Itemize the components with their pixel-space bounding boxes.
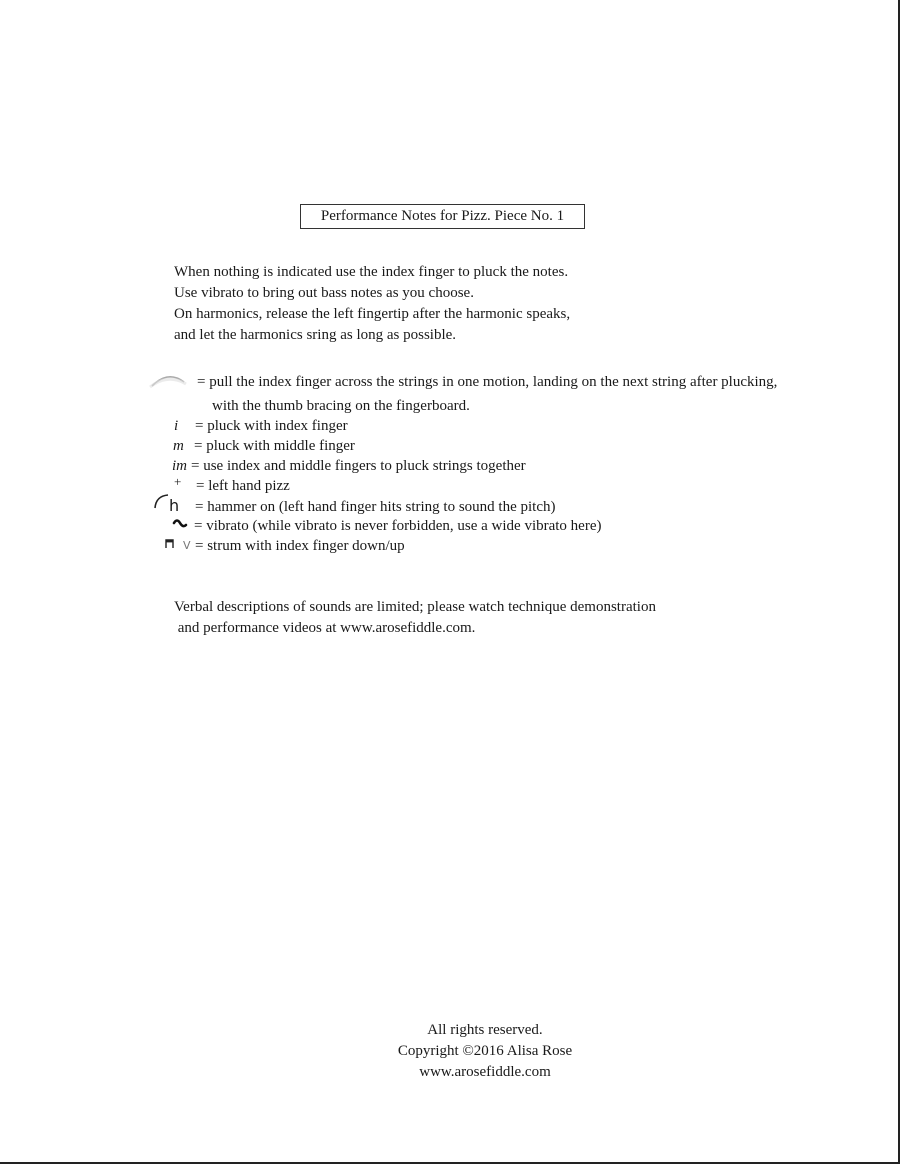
intro-line: On harmonics, release the left fingertip after the harmonic speaks,	[174, 306, 571, 322]
rights-line: All rights reserved.	[427, 1022, 543, 1038]
plus-symbol: +	[174, 474, 182, 489]
copyright-line: Copyright ©2016 Alisa Rose	[397, 1043, 573, 1059]
verbal-line: Verbal descriptions of sounds are limited; please watch technique demonstration	[174, 599, 656, 615]
legend-middle	[173, 436, 355, 456]
legend-middle-text: = pluck with middle finger	[194, 438, 355, 454]
down-bow-icon	[165, 539, 175, 549]
legend-index-middle	[172, 456, 526, 476]
legend-hammer	[169, 496, 555, 517]
pull-arc-icon	[146, 368, 190, 390]
legend-pull-text: = pull the index finger across the strings in one motion, landing on the next string after plucking,	[197, 374, 778, 390]
legend-left-hand-text: = left hand pizz	[196, 478, 290, 494]
up-bow-symbol: V	[183, 539, 191, 552]
legend-vibrato	[194, 516, 602, 536]
legend-pull-text2: with the thumb bracing on the fingerboard.	[212, 398, 470, 414]
legend-index-text: = pluck with index finger	[195, 418, 348, 434]
legend-pull	[197, 372, 777, 392]
hammer-symbol: h	[169, 496, 180, 515]
index-symbol: i	[174, 418, 179, 434]
verbal-note	[174, 597, 656, 639]
legend-index	[174, 416, 348, 436]
intro-line: When nothing is indicated use the index finger to pluck the notes.	[174, 264, 569, 280]
legend-hammer-text: = hammer on (left hand finger hits string to sound the pitch)	[195, 499, 556, 515]
intro-line: Use vibrato to bring out bass notes as you choose.	[174, 285, 474, 301]
legend-strum-text: = strum with index finger down/up	[195, 538, 405, 554]
verbal-line: and performance videos at www.arosefiddle.com.	[174, 620, 476, 636]
legend-index-middle-text: = use index and middle fingers to pluck strings together	[191, 458, 526, 474]
page-title: Performance Notes for Pizz. Piece No. 1	[300, 204, 585, 229]
legend-vibrato-text: = vibrato (while vibrato is never forbidden, use a wide vibrato here)	[194, 518, 602, 534]
index-middle-symbol: im	[172, 458, 187, 474]
intro-paragraph	[174, 262, 570, 346]
legend-pull-continuation	[212, 396, 470, 416]
legend-strum	[183, 536, 405, 557]
intro-line: and let the harmonics sring as long as possible.	[174, 327, 457, 343]
copyright-footer	[300, 1020, 670, 1083]
legend-left-hand	[174, 476, 290, 496]
vibrato-squiggle-icon	[172, 517, 188, 529]
middle-symbol: m	[173, 438, 184, 454]
website-line: www.arosefiddle.com	[419, 1064, 551, 1080]
